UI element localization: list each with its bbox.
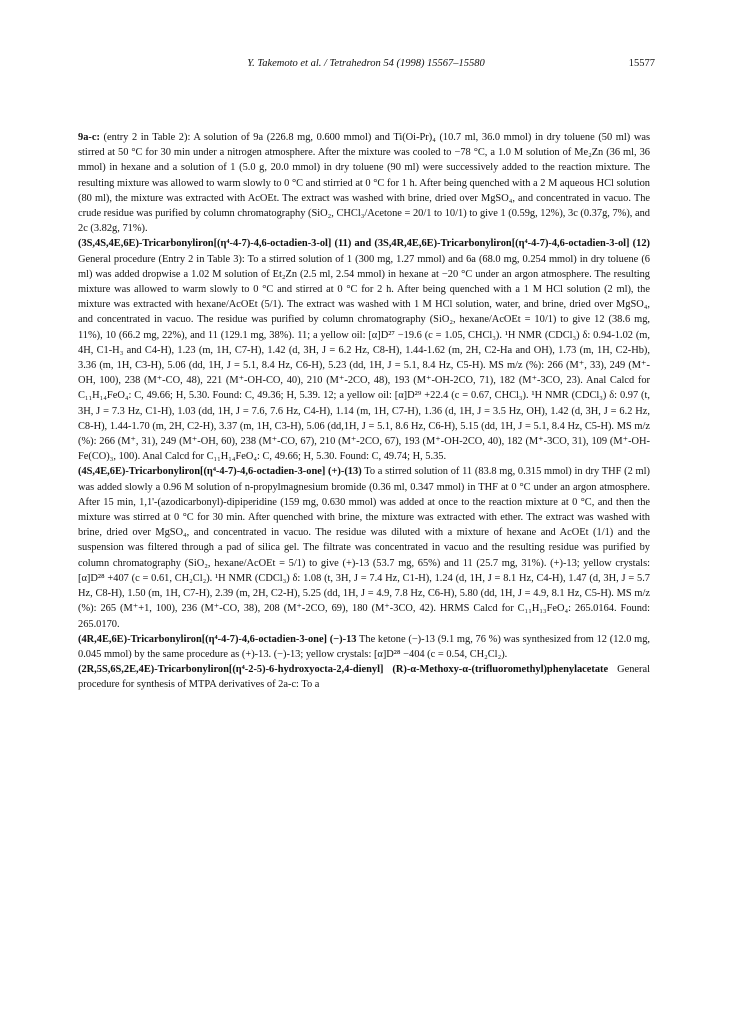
paragraph-mtpa-derivative bbox=[78, 662, 650, 692]
paragraph-heading: (4S,4E,6E)-Tricarbonyliron[(η⁴-4-7)-4,6-octadien-3-one] (+)-(13) bbox=[78, 466, 362, 478]
paragraph-heading: (3S,4S,4E,6E)-Tricarbonyliron[(η⁴-4-7)-4,6-octadien-3-ol] (11) and (3S,4R,4E,6E)-Tricarbonyliron[(η⁴-4-7)-4,6-octadien-3-ol] (12) bbox=[78, 238, 650, 250]
paragraph-compounds-11-12 bbox=[78, 236, 650, 464]
paragraph-text: To a stirred solution of 11 (83.8 mg, 0.315 mmol) in dry THF (2 ml) was added slowly a 0.96 M solution of n-propylmagnesium bromide (0.36 ml, 0.347 mmol) in THF at 0 °C under an argon atmosphere. After 15 min, 1,1'-(azodicarbonyl)-dipiperidine (159 mg, 0.630 mmol) was added at once to the reaction mixture at 0 °C, and then the mixture was stirred at 0 °C for 30 min. After quenched with brine, the mixture was extracted with ether. The extract was washed with brine, dried over MgSO₄, and concentrated in vacuo. The residue was diluted with a mixture of hexane and AcOEt (1/1) and the suspension was filtered through a pad of silica gel. The filtrate was concentrated in vacuo and the resulting residue was purified by column chromatography (SiO₂, hexane/AcOEt = 5/1) to give (+)-13 (53.7 mg, 65%) and 11 (25.7 mg, 31%). (+)-13; yellow crystals: [α]D²⁸ +407 (c = 0.61, CH₂Cl₂). ¹H NMR (CDCl₃) δ: 1.08 (t, 3H, J = 7.4 Hz, C1-H), 1.24 (d, 1H, J = 8.1 Hz, C4-H), 1.47 (d, 3H, J = 5.7 Hz, C8-H), 1.50 (m, 1H, C7-H), 2.39 (m, 2H, C2-H), 5.25 (dd, 1H, J = 4.9, 7.8 Hz, C6-H), 5.80 (dd, 1H, J = 4.9, 8.1 Hz, C5-H). MS m/z (%): 265 (M⁺+1, 100), 236 (M⁺-CO, 38), 208 (M⁺-2CO, 69), 180 (M⁺-3CO, 42). HRMS Calcd for C₁₁H₁₃FeO₄: 265.0164. Found: 265.0170. bbox=[78, 466, 650, 630]
paragraph-heading: (2R,5S,6S,2E,4E)-Tricarbonyliron[(η⁴-2-5)-6-hydroxyocta-2,4-dienyl] (R)-α-Methoxy-α-(trifluoromethyl)phenylacetate bbox=[78, 664, 609, 676]
page-number: 15577 bbox=[628, 58, 655, 69]
paragraph-text: The ketone (−)-13 (9.1 mg, 76 %) was synthesized from 12 (12.0 mg, 0.045 mmol) by the same procedure as (+)-13. (−)-13; yellow crystals: [α]D²⁸ −404 (c = 0.54, CH₂Cl₂). bbox=[78, 633, 651, 660]
paragraph-compound-minus-13 bbox=[78, 632, 650, 662]
paragraph-9a-c bbox=[78, 130, 650, 236]
paragraph-heading: (4R,4E,6E)-Tricarbonyliron[(η⁴-4-7)-4,6-octadien-3-one] (−)-13 bbox=[78, 633, 357, 645]
paragraph-text: General procedure (Entry 2 in Table 3): To a stirred solution of 1 (300 mg, 1.27 mmol) and 6a (68.0 mg, 0.254 mmol) in dry toluene (6 ml) was added dropwise a 1.02 M solution of Et₂Zn (2.5 ml, 2.54 mmol) in hexane at −20 °C under an argon atmosphere. The resulting mixture was allowed to warm slowly to 0 °C and stirred at 0 °C for 2 h. After being quenched with a 1 M HCl solution (2 ml), the mixture was extracted with hexane/AcOEt (5/1). The extract was washed with 1 M HCl solution, water, and brine, dried over MgSO₄, and concentrated in vacuo. The residue was purified by column chromatography (SiO₂, hexane/AcOEt = 10/1) to give 12 (38.6 mg, 11%), 10 (66.2 mg, 22%), and 11 (129.1 mg, 38%). 11; a yellow oil: [α]D²⁷ −19.6 (c = 1.05, CHCl₃). ¹H NMR (CDCl₃) δ: 0.94-1.02 (m, 4H, C1-H₃ and C4-H), 1.23 (m, 1H, C7-H), 1.42 (d, 3H, J = 6.2 Hz, C8-H), 1.44-1.62 (m, 2H, C2-Ha and OH), 1.73 (m, 1H, C2-Hb), 3.36 (m, 1H, C3-H), 5.06 (dd, 1H, J = 5.1, 8.4 Hz, C6-H), 5.23 (dd, 1H, J = 5.1, 8.4 Hz, C5-H). MS m/z (%): 266 (M⁺, 33), 249 (M⁺-OH, 100), 238 (M⁺-CO, 48), 221 (M⁺-OH-CO, 40), 210 (M⁺-2CO, 48), 193 (M⁺-OH-2CO, 71), 182 (M⁺-3CO, 23). Anal Calcd for C₁₁H₁₄FeO₄: C, 49.66; H, 5.30. Found: C, 49.36; H, 5.39. 12; a yellow oil: [α]D²⁹ +22.4 (c = 0.67, CHCl₃). ¹H NMR (CDCl₃) δ: 0.97 (t, 3H, J = 7.3 Hz, C1-H), 1.03 (dd, 1H, J = 7.6, 7.6 Hz, C4-H), 1.14 (m, 1H, C7-H), 1.36 (d, 1H, J = 3.5 Hz, OH), 1.42 (d, 3H, J = 6.2 Hz, C8-H), 1.44-1.70 (m, 2H, C2-H), 3.37 (m, 1H, C3-H), 5.06 (dd,1H, J = 5.1, 8.6 Hz, C6-H), 5.15 (dd, 1H, J = 5.1, 8.4 Hz, C5-H). MS m/z (%): 266 (M⁺, 31), 249 (M⁺-OH, 60), 238 (M⁺-CO, 67), 210 (M⁺-2CO, 67), 193 (M⁺-OH-2CO, 40), 182 (M⁺-3CO, 31), 109 (M⁺-OH-Fe(CO)₃, 100). Anal Calcd for C₁₁H₁₄FeO₄: C, 49.66; H, 5.30. Found: C, 49.74; H, 5.35. bbox=[78, 253, 650, 463]
article-body bbox=[78, 130, 650, 693]
paragraph-text: (entry 2 in Table 2): A solution of 9a (226.8 mg, 0.600 mmol) and Ti(Oi-Pr)₄ (10.7 ml, 36.0 mmol) in dry toluene (50 ml) was stirred at 50 °C for 30 min under a nitrogen atmosphere. After the mixture was cooled to −78 °C, a 1.0 M solution of Me₂Zn (36 ml, 36 mmol) in hexane and a solution of 1 (5.0 g, 20.0 mmol) in dry toluene (90 ml) were successively added to the reaction mixture. The resulting mixture was allowed to warm slowly to 0 °C and stirried at 0 °C for 1 h. After being quenched with a 2 M aqueous HCl solution (80 ml), the mixture was extracted with AcOEt. The extract was washed with brine, dried over MgSO₄, and concentrated in vacuo. The crude residue was purified by column chromatography (SiO₂, CHCl₃/Acetone = 20/1 to 10/1) to give 1 (0.59g, 12%), 3c (0.37g, 7%), and 2c (3.82g, 71%). bbox=[78, 132, 650, 235]
paragraph-heading: 9a-c: bbox=[78, 132, 100, 143]
paragraph-compound-plus-13 bbox=[78, 464, 650, 631]
running-head: Y. Takemoto et al. / Tetrahedron 54 (1998) 15567–15580 bbox=[247, 58, 485, 69]
paragraph-text: General procedure for synthesis of MTPA derivatives of 2a-c: To a bbox=[78, 664, 650, 691]
